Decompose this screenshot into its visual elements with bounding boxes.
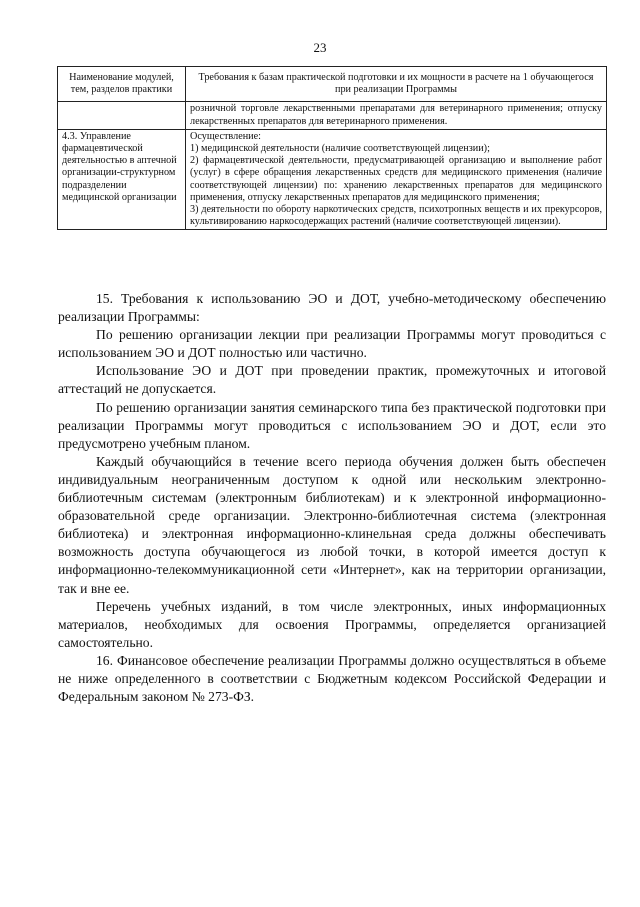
table-cell-module: 4.3. Управление фармацевтической деятельностью в аптечной организации-структурном подразделении медицинской организации	[58, 129, 186, 230]
requirement-item: Осуществление:	[190, 130, 261, 142]
paragraph: По решению организации лекции при реализации Программы могут проводиться с использованием ЭО и ДОТ полностью или частично.	[58, 327, 606, 361]
table-cell-empty	[58, 102, 186, 129]
requirement-item: 2) фармацевтической деятельности, предусматривающей организацию и выполнение работ (услуг) в сфере обращения лекарственных средств для медицинского применения (наличие соответствующей лицензии) по: хранению лекарственных препаратов для медицинского применения, отпуску лекарственных препаратов для медицинского применения;	[190, 155, 602, 203]
paragraph: Каждый обучающийся в течение всего периода обучения должен быть обеспечен индивидуальным неограниченным доступом к одной или нескольким электронно-библиотечным системам (электронным библиотекам) и к электронной информационно-образовательной среде организации. Электронно-библиотечная система (электронная библиотека) и электронная информационно-клинельная среда должны обеспечивать возможность доступа обучающегося из любой точки, в которой имеется доступ к информационно-телекоммуникационной сети «Интернет», как на территории организации, так и вне ее.	[58, 453, 606, 596]
table-cell-requirements	[186, 129, 607, 230]
body-text	[58, 290, 606, 706]
requirement-item: 3) деятельности по обороту наркотических средств, психотропных веществ и их прекурсоров, культивированию наркосодержащих растений (наличие соответствующей лицензии).	[190, 204, 602, 228]
table-row	[58, 129, 607, 230]
paragraph: 15. Требования к использованию ЭО и ДОТ, учебно-методическому обеспечению реализации Программы:	[58, 291, 606, 325]
paragraph: Перечень учебных изданий, в том числе электронных, иных информационных материалов, необходимых для освоения Программы, определяется организацией самостоятельно.	[58, 598, 606, 650]
table-row	[58, 102, 607, 129]
requirements-table	[57, 66, 607, 230]
paragraph: По решению организации занятия семинарского типа без практической подготовки при реализации Программы могут проводиться с использованием ЭО и ДОТ, если это предусмотрено учебным планом.	[58, 399, 606, 451]
page-number: 23	[313, 40, 327, 55]
table-header-row	[58, 67, 607, 102]
paragraph: 16. Финансовое обеспечение реализации Программы должно осуществляться в объеме не ниже определенного в соответствии с Бюджетным кодексом Российской Федерации и Федеральным законом № 273-ФЗ.	[58, 652, 606, 705]
header-modules: Наименование модулей, тем, разделов практики	[58, 67, 186, 102]
header-requirements: Требования к базам практической подготовки и их мощности в расчете на 1 обучающегося при реализации Программы	[186, 67, 607, 102]
requirement-item: 1) медицинской деятельности (наличие соответствующей лицензии);	[190, 143, 490, 155]
paragraph: Использование ЭО и ДОТ при проведении практик, промежуточных и итоговой аттестаций не допускается.	[58, 363, 606, 397]
table-cell-continuation: розничной торговле лекарственными препаратами для ветеринарного применения; отпуску лекарственных препаратов для ветеринарного применения.	[186, 102, 607, 129]
